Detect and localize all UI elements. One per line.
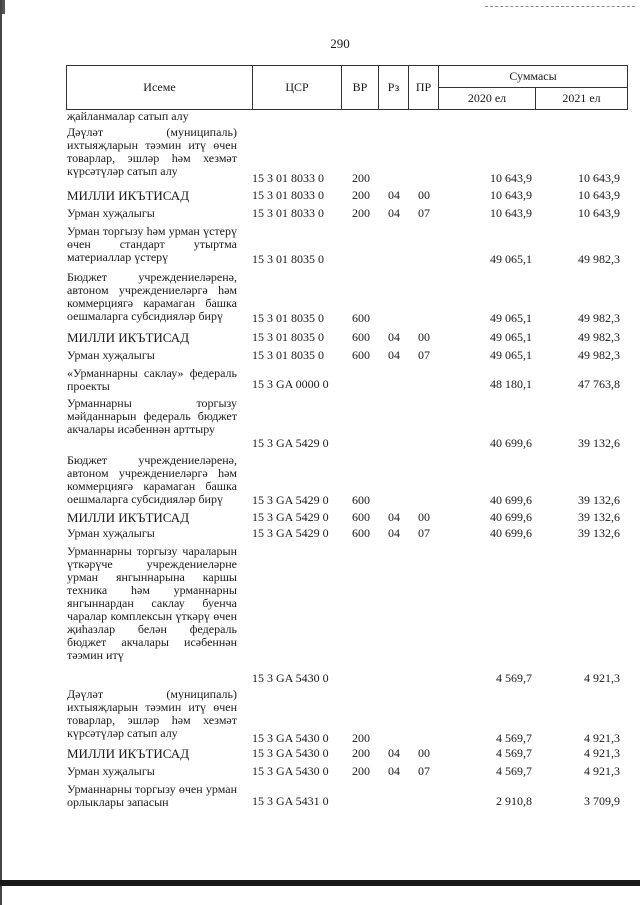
row-sum-2021: 49 982,3 (578, 252, 620, 266)
row-vr: 600 (352, 348, 370, 362)
row-pr: 07 (418, 348, 430, 362)
row-pr: 07 (418, 206, 430, 220)
row-csr: 15 3 GA 5430 0 (252, 671, 329, 685)
row-sum-2020: 4 569,7 (496, 731, 532, 745)
row-sum-2021: 39 132,6 (578, 510, 620, 524)
row-name: Урман хуҗалыгы (67, 206, 155, 220)
row-sum-2021: 3 709,9 (584, 794, 620, 808)
row-csr: 15 3 GA 5431 0 (252, 794, 329, 808)
row-name: МИЛЛИ ИКЪТИСАД (67, 188, 190, 203)
row-sum-2020: 40 699,6 (490, 526, 532, 540)
row-vr: 200 (352, 746, 370, 760)
row-vr: 600 (352, 330, 370, 344)
row-sum-2021: 49 982,3 (578, 330, 620, 344)
page-number: 290 (330, 36, 350, 51)
row-sum-2020: 49 065,1 (490, 311, 532, 325)
header-csr: ЦСР (253, 66, 342, 110)
row-sum-2020: 49 065,1 (490, 348, 532, 362)
row-vr: 200 (352, 731, 370, 745)
row-csr: 15 3 GA 5429 0 (252, 493, 329, 507)
row-csr: 15 3 01 8033 0 (252, 171, 324, 185)
row-pr: 00 (418, 330, 430, 344)
row-sum-2021: 10 643,9 (578, 188, 620, 202)
row-csr: 15 3 GA 5429 0 (252, 526, 329, 540)
row-sum-2021: 39 132,6 (578, 526, 620, 540)
row-name: Урман торгызу һәм урман үстерү өчен стандарт утыртма материаллар үстерү (67, 224, 237, 264)
row-rz: 04 (388, 330, 400, 344)
row-name: МИЛЛИ ИКЪТИСАД (67, 510, 190, 525)
row-sum-2020: 10 643,9 (490, 206, 532, 220)
row-csr: 15 3 01 8033 0 (252, 188, 324, 202)
row-name: МИЛЛИ ИКЪТИСАД (67, 330, 190, 345)
row-name: җайланмалар сатып алу (67, 109, 189, 123)
header-rz: Рз (379, 66, 409, 110)
row-name: Дәүләт (муниципаль) ихтыяҗларын тәэмин итү өчен товарлар, эшләр һәм хезмәт күрсәтүләр сатып алу (67, 125, 237, 178)
row-name: Бюджет учреждениеләренә, автоном учреждениеләргә һәм коммерциягә карамаган башка оешмаларга субсидияләр бирү (67, 270, 237, 323)
row-pr: 00 (418, 188, 430, 202)
row-name: «Урманнарны саклау» федераль проекты (67, 366, 237, 393)
row-rz: 04 (388, 206, 400, 220)
row-vr: 600 (352, 493, 370, 507)
row-vr: 200 (352, 206, 370, 220)
row-sum-2020: 49 065,1 (490, 252, 532, 266)
row-rz: 04 (388, 764, 400, 778)
row-rz: 04 (388, 526, 400, 540)
row-csr: 15 3 GA 5430 0 (252, 764, 329, 778)
row-sum-2020: 40 699,6 (490, 436, 532, 450)
row-sum-2020: 40 699,6 (490, 510, 532, 524)
row-name: Урман хуҗалыгы (67, 526, 155, 540)
row-name: МИЛЛИ ИКЪТИСАД (67, 746, 190, 761)
table-header (66, 65, 628, 110)
row-name: Урманнарны торгызу өчен урман орлыклары запасын (67, 782, 237, 809)
row-csr: 15 3 GA 5429 0 (252, 510, 329, 524)
row-sum-2020: 10 643,9 (490, 171, 532, 185)
row-csr: 15 3 GA 5430 0 (252, 746, 329, 760)
row-sum-2021: 4 921,3 (584, 671, 620, 685)
row-sum-2021: 39 132,6 (578, 436, 620, 450)
row-vr: 200 (352, 188, 370, 202)
row-sum-2020: 2 910,8 (496, 794, 532, 808)
scan-bottom-edge (0, 880, 640, 886)
row-vr: 600 (352, 526, 370, 540)
row-rz: 04 (388, 348, 400, 362)
row-sum-2020: 48 180,1 (490, 377, 532, 391)
header-sums: Суммасы (439, 66, 628, 88)
row-csr: 15 3 01 8035 0 (252, 348, 324, 362)
row-sum-2021: 49 982,3 (578, 348, 620, 362)
scan-dashes (485, 6, 635, 7)
row-sum-2020: 10 643,9 (490, 188, 532, 202)
row-sum-2020: 49 065,1 (490, 330, 532, 344)
row-vr: 200 (352, 764, 370, 778)
header-name: Исеме (67, 66, 253, 110)
row-sum-2020: 40 699,6 (490, 493, 532, 507)
row-csr: 15 3 GA 5429 0 (252, 436, 329, 450)
row-rz: 04 (388, 510, 400, 524)
row-vr: 600 (352, 311, 370, 325)
row-sum-2021: 47 763,8 (578, 377, 620, 391)
row-sum-2020: 4 569,7 (496, 764, 532, 778)
row-name: Бюджет учреждениеләренә, автоном учреждениеләргә һәм коммерциягә карамаган башка оешмаларга субсидияләр бирү (67, 453, 237, 506)
row-name: Урманнарны торгызу чараларын үткәрүче учреждениеләрне урман янгыннарына каршы техника һәм урманнарны янгыннардан саклау буенча чаралар комплексын үткәрү өчен җиһазлар белән федераль бюджет акчалары исәбеннән тәэмин итү (67, 544, 237, 662)
row-sum-2021: 39 132,6 (578, 493, 620, 507)
header-2021: 2021 ел (536, 88, 628, 110)
row-rz: 04 (388, 746, 400, 760)
row-name: Дәүләт (муниципаль) ихтыяҗларын тәэмин итү өчен товарлар, эшләр һәм хезмәт күрсәтүләр сатып алу (67, 687, 237, 740)
row-csr: 15 3 01 8035 0 (252, 330, 324, 344)
scan-mark (2, 0, 5, 14)
header-2020: 2020 ел (439, 88, 536, 110)
scan-edge (0, 0, 2, 905)
row-name: Урманнарны торгызу мәйданнарын федераль бюджет акчалары исәбеннән арттыру (67, 396, 237, 436)
row-sum-2021: 49 982,3 (578, 311, 620, 325)
row-name: Урман хуҗалыгы (67, 764, 155, 778)
row-sum-2021: 4 921,3 (584, 764, 620, 778)
row-csr: 15 3 01 8035 0 (252, 252, 324, 266)
row-sum-2021: 4 921,3 (584, 746, 620, 760)
row-sum-2021: 10 643,9 (578, 206, 620, 220)
row-vr: 600 (352, 510, 370, 524)
row-csr: 15 3 01 8035 0 (252, 311, 324, 325)
row-pr: 07 (418, 764, 430, 778)
row-sum-2021: 4 921,3 (584, 731, 620, 745)
row-csr: 15 3 01 8033 0 (252, 206, 324, 220)
row-vr: 200 (352, 171, 370, 185)
row-rz: 04 (388, 188, 400, 202)
row-pr: 00 (418, 510, 430, 524)
row-pr: 00 (418, 746, 430, 760)
header-pr: ПР (409, 66, 439, 110)
row-pr: 07 (418, 526, 430, 540)
row-sum-2020: 4 569,7 (496, 671, 532, 685)
row-sum-2021: 10 643,9 (578, 171, 620, 185)
header-vr: ВР (342, 66, 379, 110)
row-name: Урман хуҗалыгы (67, 348, 155, 362)
row-csr: 15 3 GA 5430 0 (252, 731, 329, 745)
row-sum-2020: 4 569,7 (496, 746, 532, 760)
row-csr: 15 3 GA 0000 0 (252, 377, 329, 391)
